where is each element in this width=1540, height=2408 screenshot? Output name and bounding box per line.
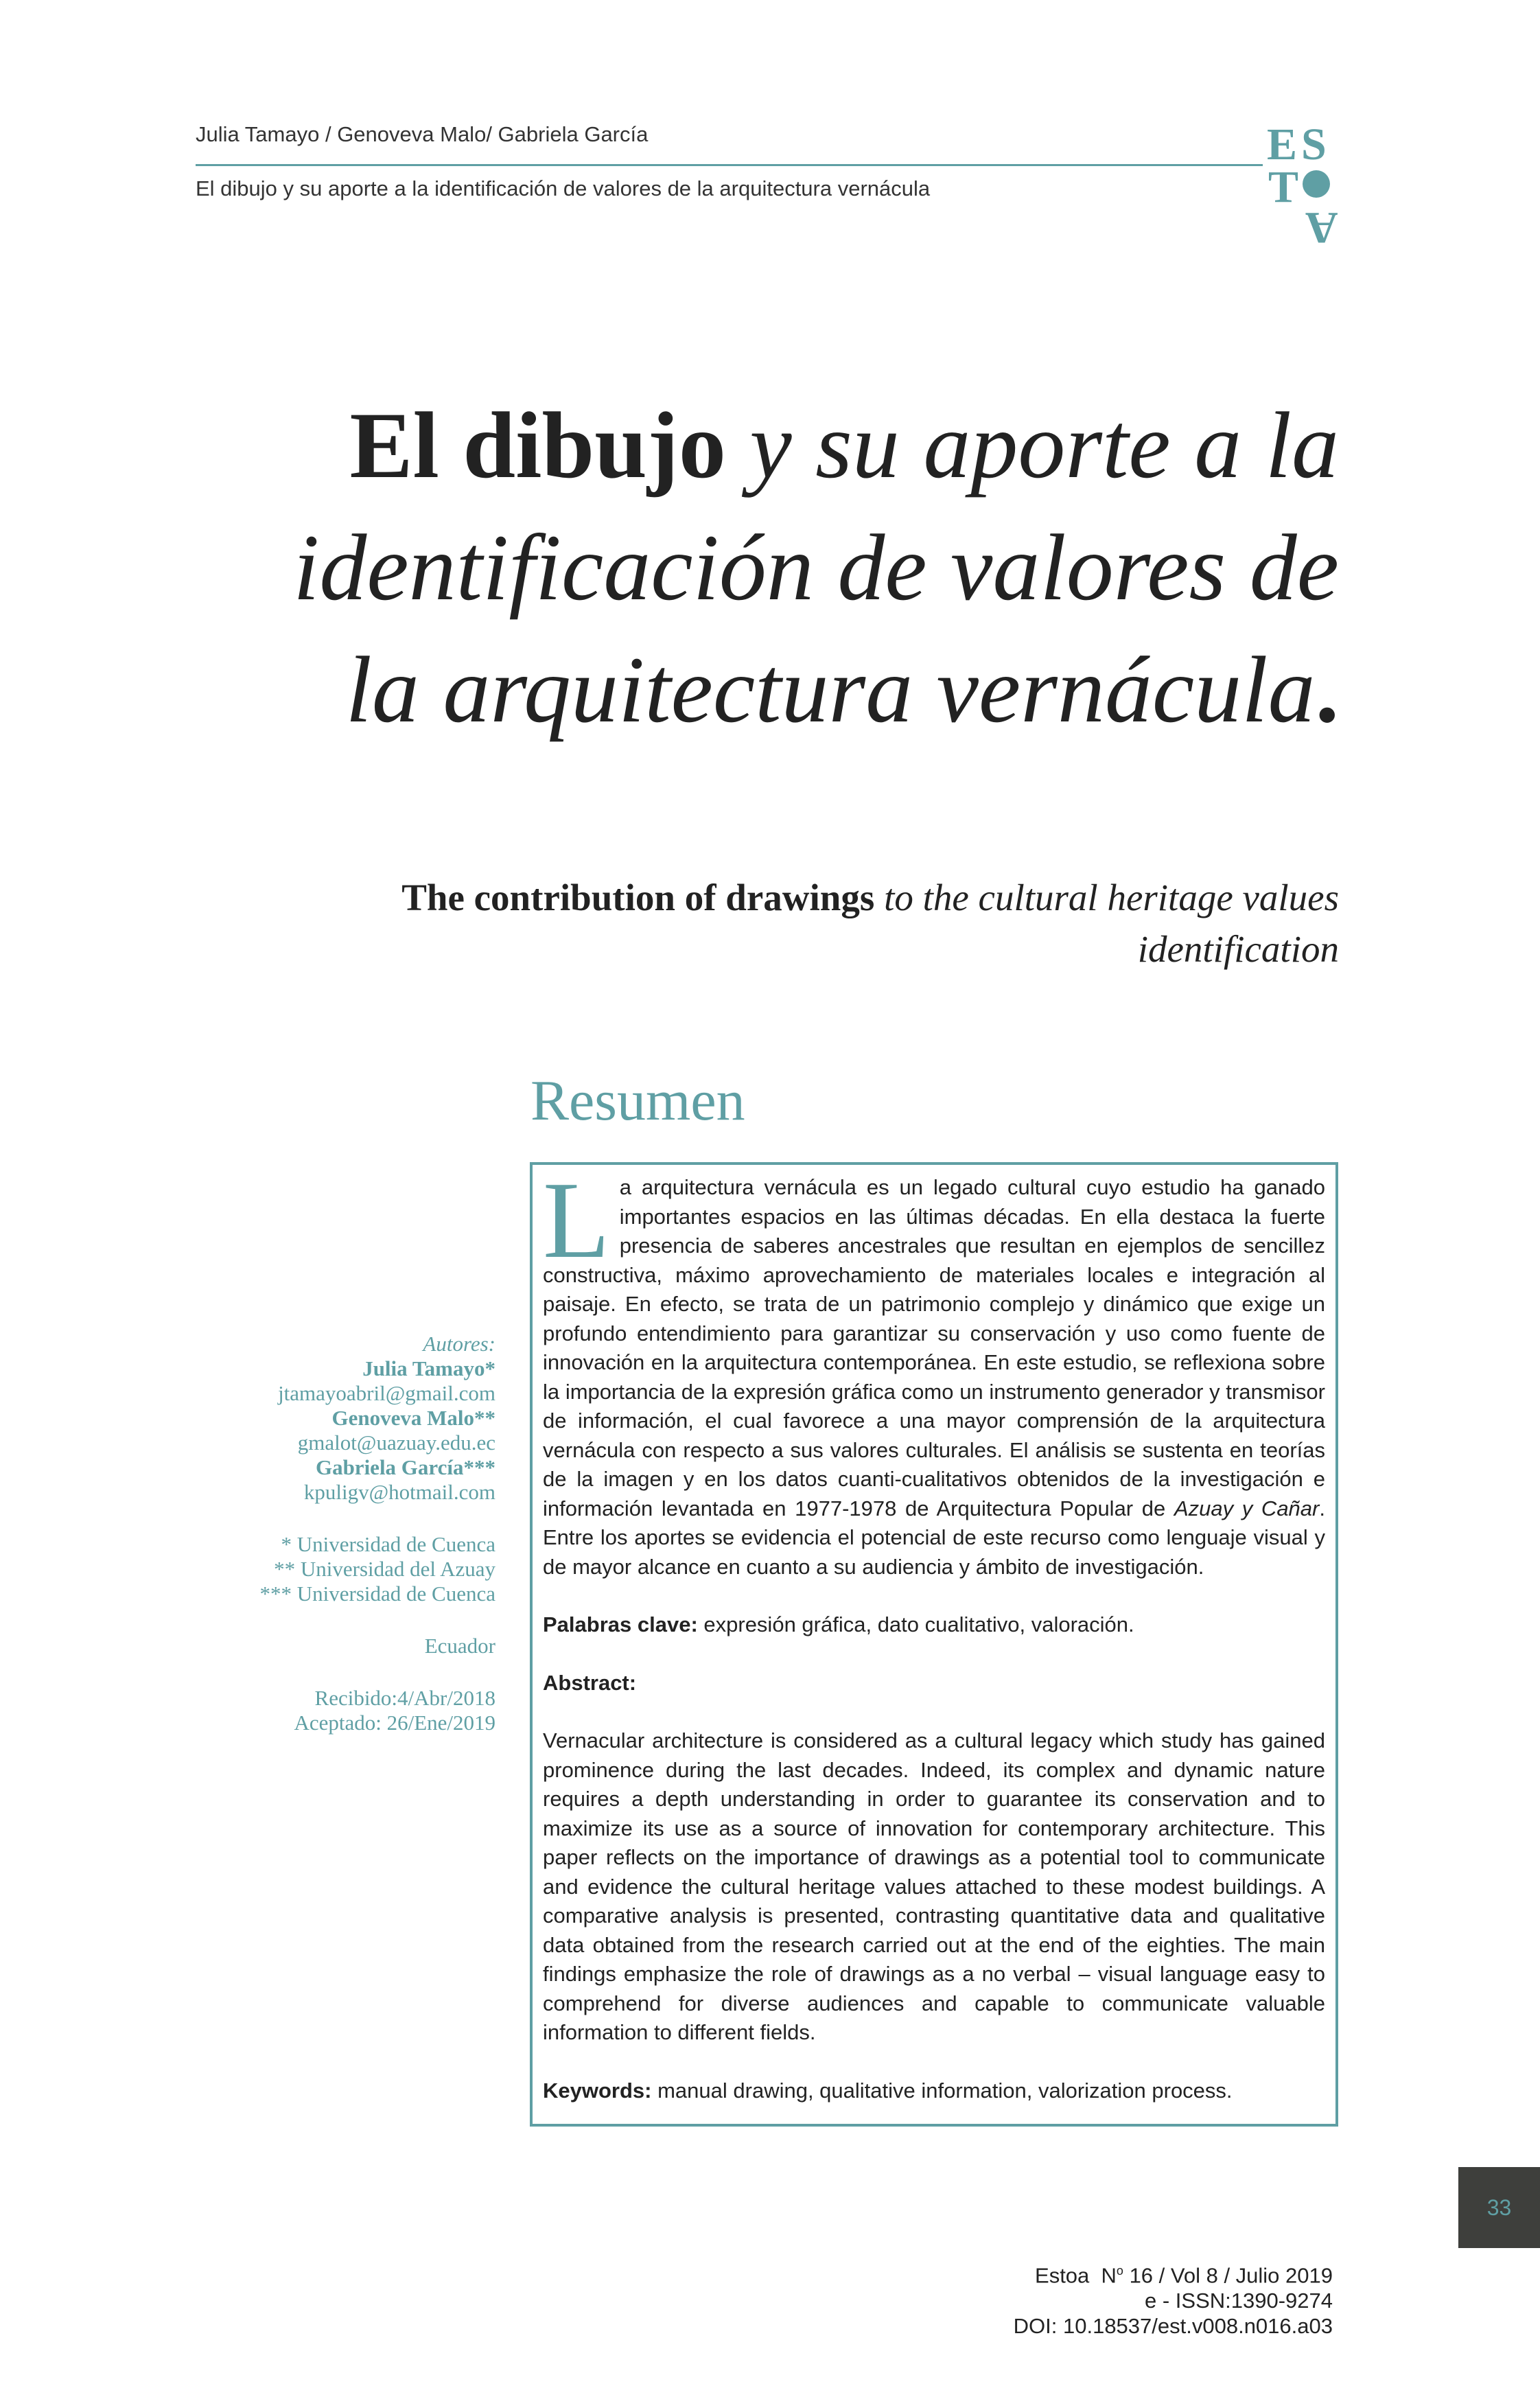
author-sidebar [139, 1332, 495, 1735]
abstract-label: Abstract: [543, 1670, 637, 1695]
author-name: Julia Tamayo* [362, 1356, 495, 1380]
resumen-body-end: . Entre los aportes se evidencia el potencial de este recurso como lenguaje visual y de mayor alcance en cuanto a su audiencia y ámbito de investigación. [543, 1496, 1325, 1579]
title-italic: la arquitectura vernácula [345, 637, 1316, 742]
logo-letter: S [1301, 119, 1327, 170]
author-name: Genoveva Malo** [331, 1406, 495, 1430]
accepted-date: Aceptado: 26/Ene/2019 [294, 1711, 495, 1735]
estoa-logo [1261, 119, 1338, 253]
title-bold: El dibujo [349, 393, 726, 498]
affiliation: * Universidad de Cuenca [281, 1532, 495, 1556]
english-title-italic: identification [1137, 928, 1339, 970]
running-header-authors: Julia Tamayo / Genoveva Malo/ Gabriela García [196, 122, 649, 146]
keywords [543, 2076, 1325, 2106]
abstract-body: Vernacular architecture is considered as a cultural legacy which study has gained prominence during the last decades. Indeed, its complex and dynamic nature requires a depth understanding in order to guarantee its conservation and to maximize its use as a source of innovation for contemporary architecture. This paper reflects on the importance of drawings as a potential tool to communicate and evidence the cultural heritage values attached to these modest buildings. A comparative analysis is presented, contrasting quantitative data and qualitative data obtained from the research carried out at the end of the eighties. The main findings emphasize the role of drawings as a no verbal – visual language easy to comprehend for diverse audiences and capable to communicate valuable information to different fields. [543, 1728, 1325, 2044]
journal-doi[interactable]: DOI: 10.18537/est.v008.n016.a03 [1013, 2314, 1333, 2339]
resumen-heading: Resumen [530, 1069, 745, 1133]
header-divider [196, 164, 1263, 166]
page-number: 33 [1458, 2167, 1540, 2248]
journal-issn: e - ISSN:1390-9274 [1144, 2289, 1333, 2313]
palabras-clave [543, 1610, 1325, 1640]
english-title [172, 872, 1339, 975]
received-date: Recibido:4/Abr/2018 [314, 1686, 495, 1710]
abstract-content [543, 1159, 1325, 2105]
affiliation: ** Universidad del Azuay [274, 1557, 495, 1581]
authors-label: Autores: [423, 1332, 495, 1356]
logo-circle-icon [1303, 170, 1330, 198]
author-email[interactable]: gmalot@uazuay.edu.ec [297, 1431, 495, 1455]
english-title-italic: to the cultural heritage values [884, 877, 1339, 918]
author-name: Gabriela García*** [315, 1455, 495, 1479]
author-email[interactable]: jtamayoabril@gmail.com [278, 1381, 495, 1405]
palabras-clave-label: Palabras clave: [543, 1612, 698, 1636]
country: Ecuador [424, 1634, 495, 1658]
article-title [35, 384, 1339, 751]
journal-issue: Estoa $N^o$ 16 / Vol 8 / Julio 2019 [1035, 2263, 1333, 2288]
palabras-clave-text: expresión gráfica, dato cualitativo, valoración. [703, 1612, 1134, 1636]
logo-letter: T [1268, 162, 1299, 212]
title-italic: y su aporte a la [749, 393, 1339, 498]
resumen-body: a arquitectura vernácula es un legado cultural cuyo estudio ha ganado importantes espacios en las últimas décadas. En ella destaca la fuerte presencia de saberes ancestrales que resultan en ejemplos de sencillez constructiva, máximo aprovechamiento de materiales locales e integración al paisaje. En efecto, se trata de un patrimonio complejo y dinámico que exige un profundo entendimiento para garantizar su conservación y uso como fuente de innovación en la arquitectura contemporánea. En este estudio, se reflexiona sobre la importancia de la expresión gráfica como un instrumento generador y transmisor de información, el cual favorece a una mayor comprensión de la arquitectura vernácula con respecto a sus valores culturales. El análisis se sustenta en teorías de la imagen y en los datos cuanti-cualitativos obtenidos de la investigación e información levantada en 1977-1978 de Arquitectura Popular de [543, 1175, 1325, 1520]
title-dot: . [1315, 637, 1339, 742]
keywords-label: Keywords: [543, 2078, 652, 2103]
running-header-title: El dibujo y su aporte a la identificación de valores de la arquitectura vernácula [196, 176, 931, 200]
resumen-paragraph [543, 1159, 1325, 1582]
drop-cap: L [543, 1159, 610, 1281]
title-italic: identificación de valores de [293, 515, 1339, 620]
author-email[interactable]: kpuligv@hotmail.com [303, 1480, 495, 1504]
keywords-text: manual drawing, qualitative information, valorization process. [657, 2078, 1233, 2103]
resumen-italic: Azuay y Cañar [1174, 1496, 1320, 1520]
english-title-bold: The contribution of drawings [401, 877, 875, 918]
logo-letter: A [1305, 202, 1338, 253]
affiliation: *** Universidad de Cuenca [259, 1582, 495, 1606]
abstract-box [530, 1159, 1338, 2127]
logo-letter: E [1267, 119, 1298, 170]
journal-footer [1014, 2258, 1333, 2339]
